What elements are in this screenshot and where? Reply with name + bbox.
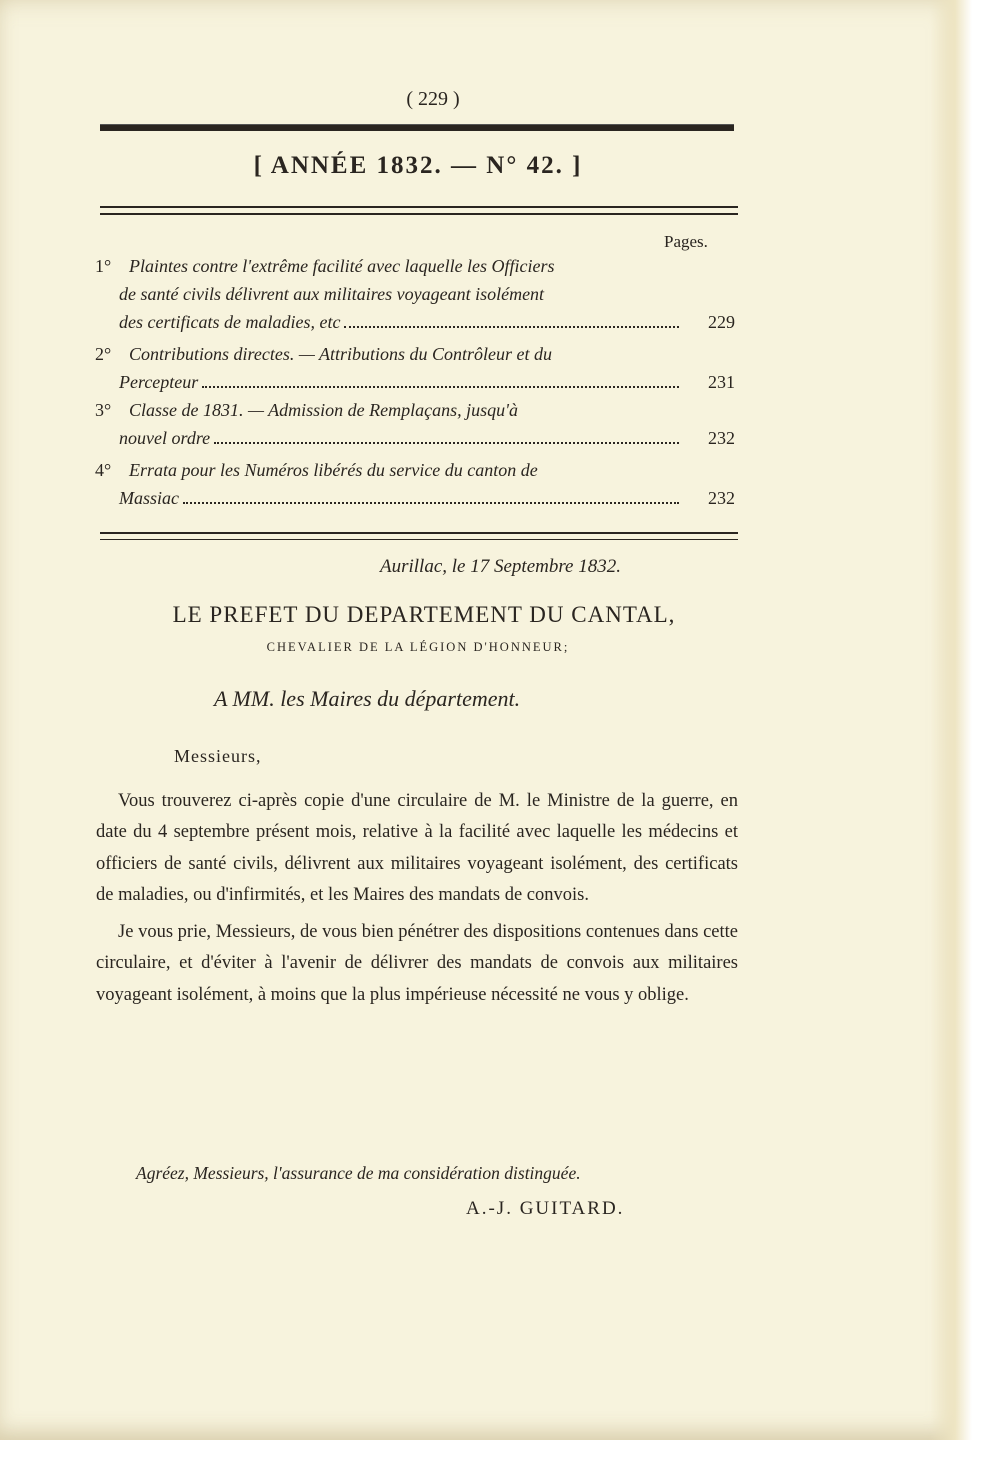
signature: A.-J. GUITARD. (466, 1198, 625, 1219)
paragraph-1: Vous trouverez ci-après copie d'une circulaire de M. le Ministre de la guerre, en date du 4 septembre présent mois, relative à la facilité avec laquelle les médecins et officiers de santé civils, délivrent aux militaires voyageant isolément, des certificats de maladies, ou d'infirmités, et les Maires des mandats de convois. (96, 791, 738, 905)
salutation: Messieurs, (174, 746, 262, 766)
toc-item-2 (95, 340, 735, 396)
toc-item-number: 4° (95, 460, 112, 480)
pages-column-label: Pages. (664, 232, 708, 251)
toc-item-last-line: Massiac (119, 488, 179, 508)
toc-item-page: 231 (708, 372, 735, 392)
dot-leader (183, 502, 679, 504)
toc-item-line: de santé civils délivrent aux militaires voyageant isolément (119, 284, 545, 304)
addressee: A MM. les Maires du département. (214, 686, 521, 711)
page-number: ( 229 ) (406, 88, 460, 110)
toc-item-3 (95, 396, 735, 452)
toc-item-4 (95, 456, 735, 512)
toc-item-last-line: Percepteur (119, 372, 199, 392)
toc-item-line: Contributions directes. — Attributions du Contrôleur et du (129, 344, 553, 364)
letter-date: Aurillac, le 17 Septembre 1832. (380, 556, 621, 577)
toc-item-last-line: des certificats de maladies, etc (119, 312, 341, 332)
dot-leader (344, 326, 679, 328)
letter-body (96, 786, 738, 1011)
toc-item-1 (95, 252, 735, 336)
dot-leader (214, 442, 679, 444)
paragraph-2: Je vous prie, Messieurs, de vous bien pénétrer des dispositions contenues dans cette circulaire, et d'éviter à l'avenir de délivrer des mandats de convois aux militaires voyageant isolément, à moins que la plus impérieuse nécessité ne vous y oblige. (96, 922, 738, 1005)
toc-item-line: Plaintes contre l'extrême facilité avec laquelle les Officiers (129, 256, 555, 276)
toc-item-page: 232 (708, 488, 735, 508)
sender-heading: LE PREFET DU DEPARTEMENT DU CANTAL, (172, 602, 676, 627)
dot-leader (202, 386, 679, 388)
toc-item-last-line: nouvel ordre (119, 428, 211, 448)
toc-bottom-rule (100, 532, 738, 540)
toc-item-page: 232 (708, 428, 735, 448)
toc-item-number: 2° (95, 344, 112, 364)
toc-item-number: 1° (95, 256, 112, 276)
toc-top-rule (100, 206, 738, 215)
issue-title: [ ANNÉE 1832. — N° 42. ] (253, 152, 583, 179)
toc-item-page: 229 (708, 312, 735, 332)
toc-item-line: Errata pour les Numéros libérés du service du canton de (129, 460, 538, 480)
sender-title: CHEVALIER DE LA LÉGION D'HONNEUR; (266, 640, 570, 654)
toc-item-number: 3° (95, 400, 112, 420)
header-rule (100, 124, 734, 131)
toc-item-line: Classe de 1831. — Admission de Remplaçans, jusqu'à (129, 400, 519, 420)
closing-formula: Agréez, Messieurs, l'assurance de ma considération distinguée. (136, 1163, 581, 1183)
paper-edge (930, 0, 972, 1440)
